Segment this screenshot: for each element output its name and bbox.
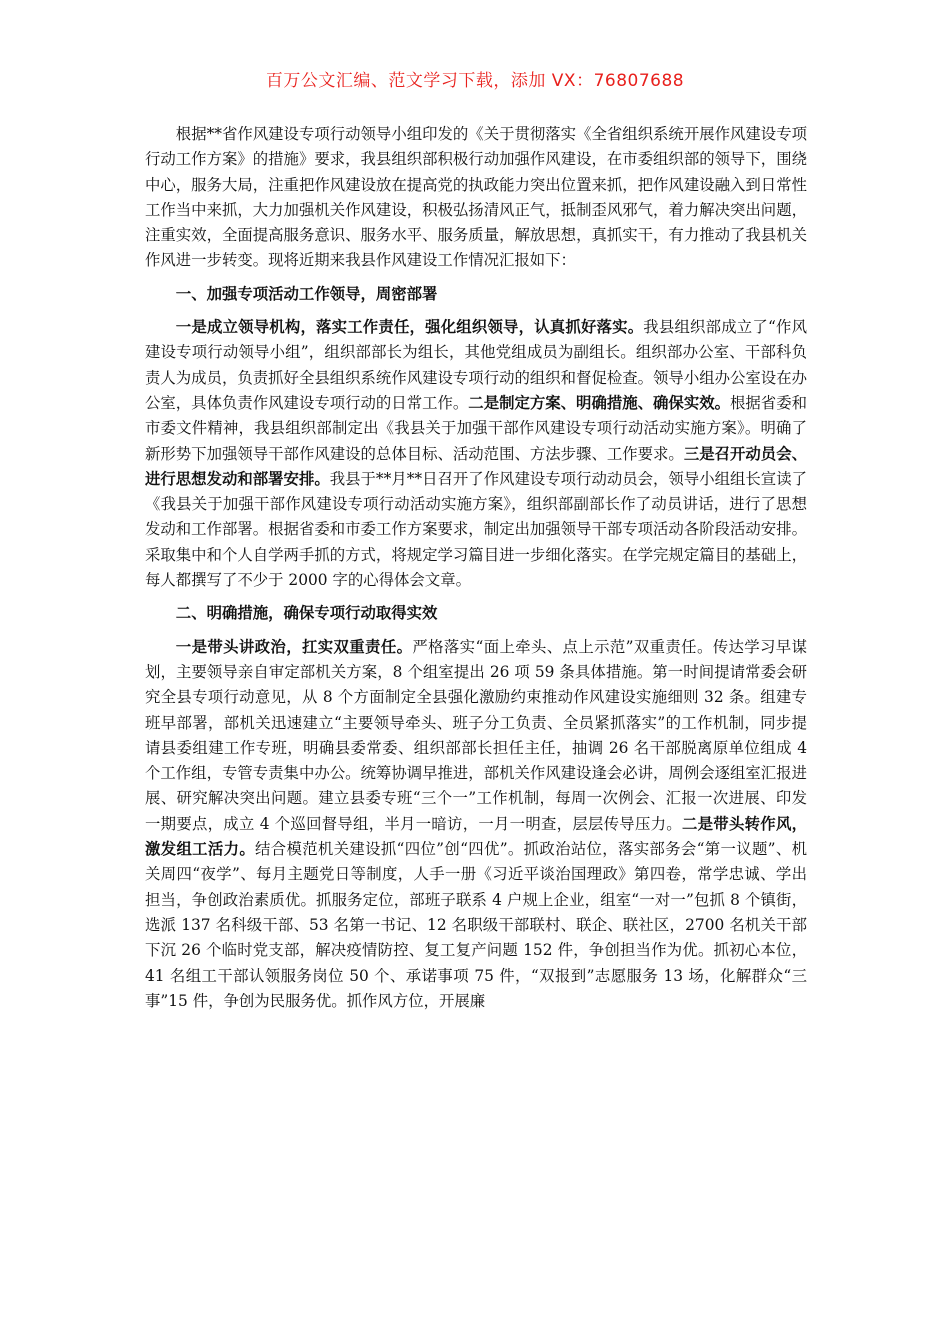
section-2-point-2-text: 结合模范机关建设抓“四位”创“四优”。抓政治站位，落实部务会“第一议题”、机关周四“夜学”、每月主题党日等制度，人手一册《习近平谈治国理政》第四卷，常学忠诚、学出担当，争创政治素质优。抓服务定位，部班子联系 4 户规上企业，组室“一对一”包抓 8 个镇街，选派 137 名科级干部、53 名第一书记、12 名职级干部联村、联企、联社区，2700 名机关干部下沉 26 个临时党支部，解决疫情防控、复工复产问题 152 件，争创担当作为优。抓初心本位，41 名组工干部认领服务岗位 50 个、承诺事项 75 件，“双报到”志愿服务 13 场，化解群众“三事”15 件，争创为民服务优。抓作风方位，开展廉 xyxy=(145,840,807,1010)
section-1-point-3-lead: 三是召开动员会、进行思想发动和部署安排。 xyxy=(145,444,807,488)
section-1-point-3-text: 我县于**月**日召开了作风建设专项行动动员会，领导小组组长宣读了《我县关于加强干部作风建设专项行动活动实施方案》，组织部副部长作了动员讲话，进行了思想发动和工作部署。根据省委和市委工作方案要求，制定出加强领导干部专项活动各阶段活动安排。采取集中和个人自学两手抓的方式，将规定学习篇目进一步细化落实。在学完规定篇目的基础上，每人都撰写了不少于 2000 字的心得体会文章。 xyxy=(145,469,807,590)
header-banner: 百万公文汇编、范文学习下载，添加 VX：76807688 xyxy=(265,71,685,91)
intro-paragraph: 根据**省作风建设专项行动领导小组印发的《关于贯彻落实《全省组织系统开展作风建设专项行动工作方案》的措施》要求，我县组织部积极行动加强作风建设，在市委组织部的领导下，围绕中心，服务大局，注重把作风建设放在提高党的执政能力突出位置来抓，把作风建设融入到日常性工作当中来抓，大力加强机关作风建设，积极弘扬清风正气，抵制歪风邪气，着力解决突出问题，注重实效，全面提高服务意识、服务水平、服务质量，解放思想，真抓实干，有力推动了我县机关作风进一步转变。现将近期来我县作风建设工作情况汇报如下： xyxy=(145,125,807,270)
section-2-point-1-text: 严格落实“面上牵头、点上示范”双重责任。传达学习早谋划，主要领导亲自审定部机关方案，8 个组室提出 26 项 59 条具体措施。第一时间提请常委会研究全县专项行动意见，从 8 个方面制定全县强化激励约束推动作风建设实施细则 32 条。组建专班早部署，部机关迅速建立“主要领导牵头、班子分工负责、全员紧抓落实”的工作机制，同步提请县委组建工作专班，明确县委常委、组织部部长担任主任，抽调 26 名干部脱离原单位组成 4 个工作组，专管专责集中办公。统筹协调早推进，部机关作风建设逢会必讲，周例会逐组室汇报进展、研究解决突出问题。建立县委专班“三个一”工作机制，每周一次例会、汇报一次进展、印发一期要点，成立 4 个巡回督导组，半月一暗访，一月一明查，层层传导压力。 xyxy=(145,637,807,833)
section-2-paragraph xyxy=(145,635,807,1014)
section-1-point-1-text: 我县组织部成立了“作风建设专项行动领导小组”，组织部部长为组长，其他党组成员为副组长。组织部办公室、干部科负责人为成员，负责抓好全县组织系统作风建设专项行动的组织和督促检查。领导小组办公室设在办公室，具体负责作风建设专项行动的日常工作。 xyxy=(145,318,807,412)
section-1-paragraph xyxy=(145,315,807,593)
section-2-point-2-lead: 二是带头转作风，激发组工活力。 xyxy=(145,814,807,859)
section-1-point-2-text: 根据省委和市委文件精神，我县组织部制定出《我县关于加强干部作风建设专项行动活动实施方案》。明确了新形势下加强领导干部作风建设的总体目标、活动范围、方法步骤、工作要求。 xyxy=(145,393,807,463)
section-1-point-2-lead: 二是制定方案、明确措施、确保实效。 xyxy=(468,393,731,412)
document-body xyxy=(145,122,807,1014)
section-1-point-1-lead: 一是成立领导机构，落实工作责任，强化组织领导，认真抓好落实。 xyxy=(175,318,644,337)
section-2-point-1-lead: 一是带头讲政治，扛实双重责任。 xyxy=(175,637,413,656)
section-2-heading: 二、明确措施，确保专项行动取得实效 xyxy=(175,604,438,623)
section-1-heading: 一、加强专项活动工作领导，周密部署 xyxy=(175,284,438,303)
